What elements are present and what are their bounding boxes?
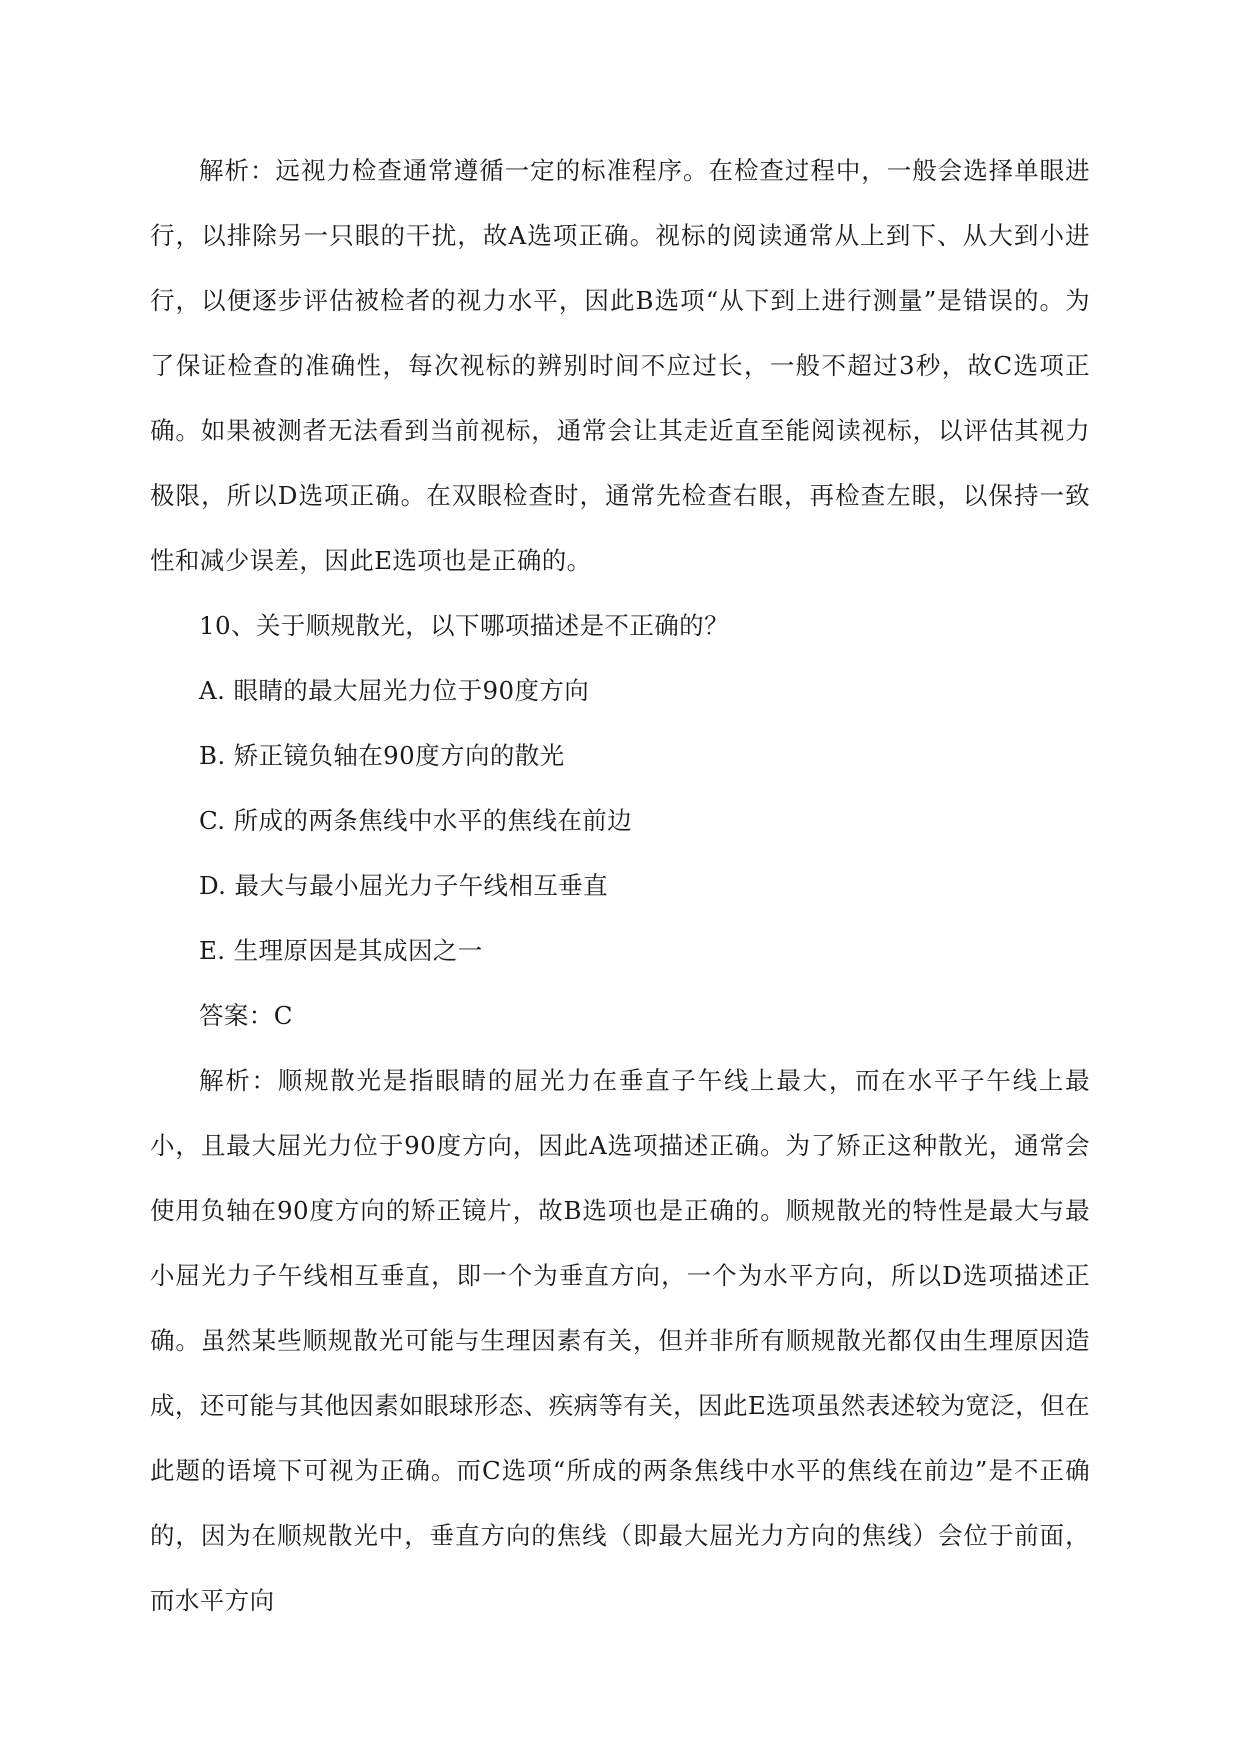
analysis-paragraph: 解析：顺规散光是指眼睛的屈光力在垂直子午线上最大，而在水平子午线上最小，且最大屈光力位于90度方向，因此A选项描述正确。为了矫正这种散光，通常会使用负轴在90度方向的矫正镜片，故B选项也是正确的。顺规散光的特性是最大与最小屈光力子午线相互垂直，即一个为垂直方向，一个为水平方向，所以D选项描述正确。虽然某些顺规散光可能与生理因素有关，但并非所有顺规散光都仅由生理原因造成，还可能与其他因素如眼球形态、疾病等有关，因此E选项虽然表述较为宽泛，但在此题的语境下可视为正确。而C选项“所成的两条焦线中水平的焦线在前边”是不正确的，因为在顺规散光中，垂直方向的焦线（即最大屈光力方向的焦线）会位于前面，而水平方向	[150, 1066, 1090, 1615]
option-d: D. 最大与最小屈光力子午线相互垂直	[199, 871, 609, 900]
previous-analysis-paragraph: 解析：远视力检查通常遵循一定的标准程序。在检查过程中，一般会选择单眼进行，以排除另一只眼的干扰，故A选项正确。视标的阅读通常从上到下、从大到小进行，以便逐步评估被检者的视力水平，因此B选项“从下到上进行测量”是错误的。为了保证检查的准确性，每次视标的辨别时间不应过长，一般不超过3秒，故C选项正确。如果被测者无法看到当前视标，通常会让其走近直至能阅读视标，以评估其视力极限，所以D选项正确。在双眼检查时，通常先检查右眼，再检查左眼，以保持一致性和减少误差，因此E选项也是正确的。	[150, 156, 1090, 575]
document-page	[150, 138, 1090, 1633]
option-a: A. 眼睛的最大屈光力位于90度方向	[199, 676, 590, 705]
option-c: C. 所成的两条焦线中水平的焦线在前边	[199, 806, 633, 835]
option-b: B. 矫正镜负轴在90度方向的散光	[199, 741, 565, 770]
option-e: E. 生理原因是其成因之一	[199, 936, 483, 965]
question-text: 10、关于顺规散光，以下哪项描述是不正确的？	[199, 611, 729, 640]
answer-text: 答案：C	[199, 1001, 293, 1030]
